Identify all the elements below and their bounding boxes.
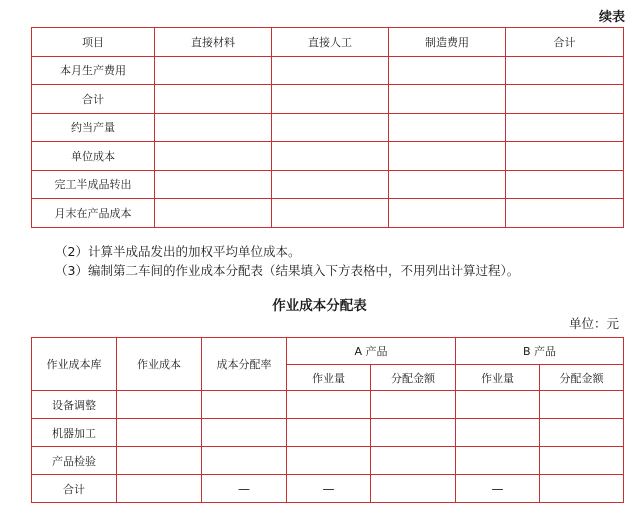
table-cell — [272, 199, 389, 228]
table-cell — [117, 419, 202, 447]
table-cell — [389, 170, 506, 199]
activity-cost-allocation-table — [31, 337, 624, 503]
table-cell — [506, 170, 624, 199]
row-label: 产品检验 — [32, 447, 117, 475]
table-cell — [155, 113, 272, 142]
table-cell — [456, 391, 540, 419]
header-total: 合计 — [506, 28, 624, 57]
table-cell — [506, 199, 624, 228]
row-label: 单位成本 — [32, 142, 155, 171]
table-cell — [540, 391, 624, 419]
table-total-row — [32, 475, 624, 503]
table-cell — [389, 142, 506, 171]
table-row — [32, 391, 624, 419]
table-cell — [371, 475, 456, 503]
table-cell — [287, 391, 371, 419]
row-label: 设备调整 — [32, 391, 117, 419]
table-header-row — [32, 338, 624, 365]
table-cell — [117, 475, 202, 503]
table-cell — [506, 113, 624, 142]
table-cell — [506, 142, 624, 171]
table-row — [32, 447, 624, 475]
dash-cell: — — [287, 475, 371, 503]
table-cell — [287, 419, 371, 447]
row-label: 完工半成品转出 — [32, 170, 155, 199]
header-allocation-rate: 成本分配率 — [202, 338, 287, 391]
header-b-amount: 分配金额 — [540, 365, 624, 391]
table-cell — [371, 391, 456, 419]
note-line: （2）计算半成品发出的加权平均单位成本。 — [55, 244, 301, 259]
header-item: 项目 — [32, 28, 155, 57]
table-cell — [202, 447, 287, 475]
table-cell — [117, 447, 202, 475]
unit-label: 单位：元 — [568, 316, 619, 331]
header-a-amount: 分配金额 — [371, 365, 456, 391]
table-row — [32, 419, 624, 447]
row-label-total: 合计 — [32, 475, 117, 503]
header-cost-pool: 作业成本库 — [32, 338, 117, 391]
table-row — [32, 85, 624, 114]
table-cell — [155, 199, 272, 228]
table-cell — [155, 142, 272, 171]
row-label: 约当产量 — [32, 113, 155, 142]
table-cell — [456, 419, 540, 447]
row-label: 合计 — [32, 85, 155, 114]
header-manufacturing-overhead: 制造费用 — [389, 28, 506, 57]
dash-cell: — — [456, 475, 540, 503]
table-cell — [287, 447, 371, 475]
header-activity-cost: 作业成本 — [117, 338, 202, 391]
table-cell — [117, 391, 202, 419]
dash-cell: — — [202, 475, 287, 503]
table-row — [32, 113, 624, 142]
header-a-quantity: 作业量 — [287, 365, 371, 391]
header-b-quantity: 作业量 — [456, 365, 540, 391]
table-cell — [371, 447, 456, 475]
table-cell — [155, 170, 272, 199]
question-notes — [55, 242, 519, 280]
row-label: 本月生产费用 — [32, 56, 155, 85]
table-cell — [272, 85, 389, 114]
table-cell — [456, 447, 540, 475]
table-cell — [371, 419, 456, 447]
table-cell — [272, 113, 389, 142]
header-product-a: A 产品 — [287, 338, 456, 365]
table-cell — [272, 142, 389, 171]
table-cell — [202, 391, 287, 419]
header-product-b: B 产品 — [456, 338, 624, 365]
table-cell — [506, 85, 624, 114]
table-cell — [389, 199, 506, 228]
table-cell — [389, 113, 506, 142]
continued-label: 续表 — [598, 10, 625, 25]
table-cell — [540, 447, 624, 475]
table-row — [32, 56, 624, 85]
table-cell — [272, 170, 389, 199]
row-label: 月末在产品成本 — [32, 199, 155, 228]
table-cell — [155, 85, 272, 114]
table-row — [32, 199, 624, 228]
table-title: 作业成本分配表 — [272, 298, 367, 314]
table-row — [32, 170, 624, 199]
table-cell — [506, 56, 624, 85]
table-cell — [540, 419, 624, 447]
row-label: 机器加工 — [32, 419, 117, 447]
table-cell — [389, 85, 506, 114]
table-cell — [540, 475, 624, 503]
table-cell — [155, 56, 272, 85]
table-header-row — [32, 28, 624, 57]
header-direct-materials: 直接材料 — [155, 28, 272, 57]
header-direct-labor: 直接人工 — [272, 28, 389, 57]
table-row — [32, 142, 624, 171]
table-cell — [389, 56, 506, 85]
table-cell — [272, 56, 389, 85]
note-line: （3）编制第二车间的作业成本分配表（结果填入下方表格中，不用列出计算过程）。 — [55, 263, 520, 278]
production-cost-table — [31, 27, 624, 228]
table-cell — [202, 419, 287, 447]
